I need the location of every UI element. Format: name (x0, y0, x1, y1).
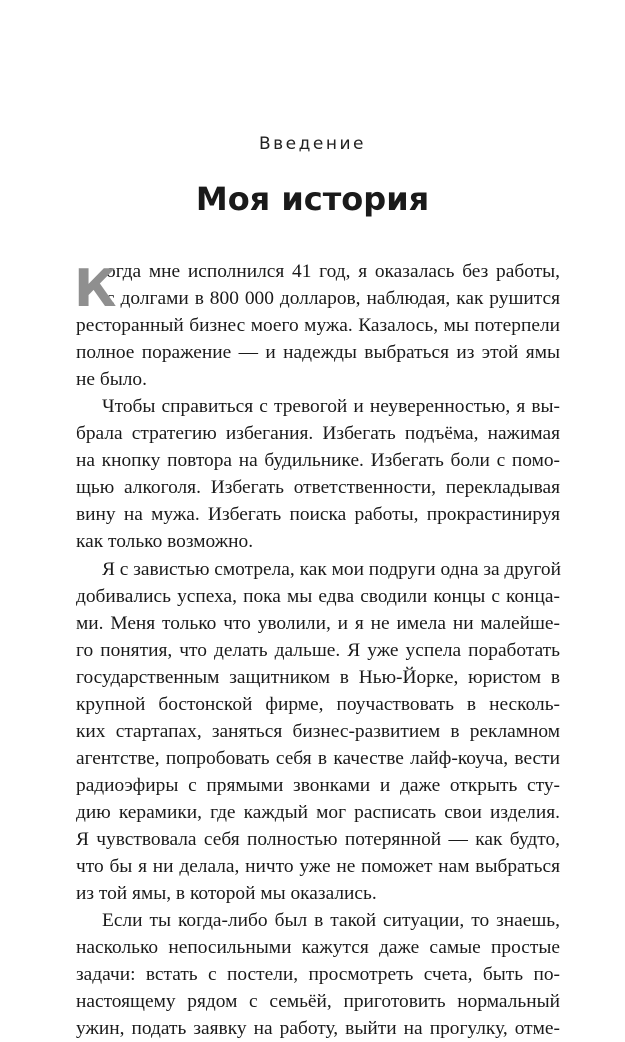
text-line: полное поражение — и надежды выбраться из этой ямы (76, 342, 560, 364)
paragraph-2 (76, 393, 560, 555)
paragraph-1 (76, 258, 560, 393)
text-line: агентстве, попробовать себя в качестве лайф-коуча, вести (76, 747, 560, 769)
text-line: государственным защитником в Нью-Йорке, юристом в (76, 666, 560, 688)
text-line: го понятия, что делать дальше. Я уже успела поработать (76, 639, 560, 661)
text-line: из той ямы, в которой мы оказались. (76, 883, 377, 905)
text-line: что бы я ни делала, ничто уже не поможет нам выбраться (76, 856, 560, 878)
text-line: брала стратегию избегания. Избегать подъёма, нажимая (76, 423, 560, 445)
text-line: как только возможно. (76, 531, 254, 553)
paragraph-3 (76, 556, 560, 908)
text-line: крупной бостонской фирме, поучаствовать в несколь- (76, 693, 560, 715)
text-line: не было. (76, 369, 147, 391)
text-line: огда мне исполнился 41 год, я оказалась без работы, (106, 261, 560, 282)
text-line: щью алкоголя. Избегать ответственности, перекладывая (76, 477, 560, 499)
drop-cap: К (74, 259, 117, 319)
body-text (76, 258, 560, 1042)
text-line: ужин, подать заявку на работу, выйти на прогулку, отме- (76, 1018, 560, 1040)
text-line: добивались успеха, пока мы едва сводили концы с конца- (76, 585, 560, 607)
text-line: Чтобы справиться с тревогой и неуверенностью, я вы- (102, 396, 560, 418)
text-line: насколько непосильными кажутся даже самые простые (76, 937, 560, 959)
chapter-title: Моя история (195, 180, 430, 218)
text-line: настоящему рядом с семьёй, приготовить нормальный (76, 991, 560, 1013)
text-line: Я с завистью смотрела, как мои подруги одна за другой (102, 558, 561, 580)
text-line: на кнопку повтора на будильнике. Избегать боли с помо- (76, 450, 560, 472)
text-line: вину на мужа. Избегать поиска работы, прокрастинируя (76, 504, 560, 526)
text-line: радиоэфиры с прямыми звонками и даже открыть сту- (76, 774, 560, 796)
text-line: ких стартапах, заняться бизнес-развитием в рекламном (76, 720, 560, 742)
section-label: Введение (259, 134, 366, 154)
text-line: ми. Меня только что уволили, и я не имела ни малейше- (76, 612, 560, 634)
text-line: Если ты когда-либо был в такой ситуации, то знаешь, (102, 910, 560, 932)
text-line: ресторанный бизнес моего мужа. Казалось, мы потерпели (76, 315, 560, 337)
text-line: Я чувствовала себя полностью потерянной — как будто, (76, 828, 560, 850)
text-line: с долгами в 800 000 долларов, наблюдая, как рушится (106, 288, 560, 310)
text-line: дию керамики, где каждый мог расписать свои изделия. (76, 801, 560, 823)
text-line: задачи: встать с постели, просмотреть счета, быть по- (76, 964, 560, 986)
paragraph-4 (76, 907, 560, 1042)
